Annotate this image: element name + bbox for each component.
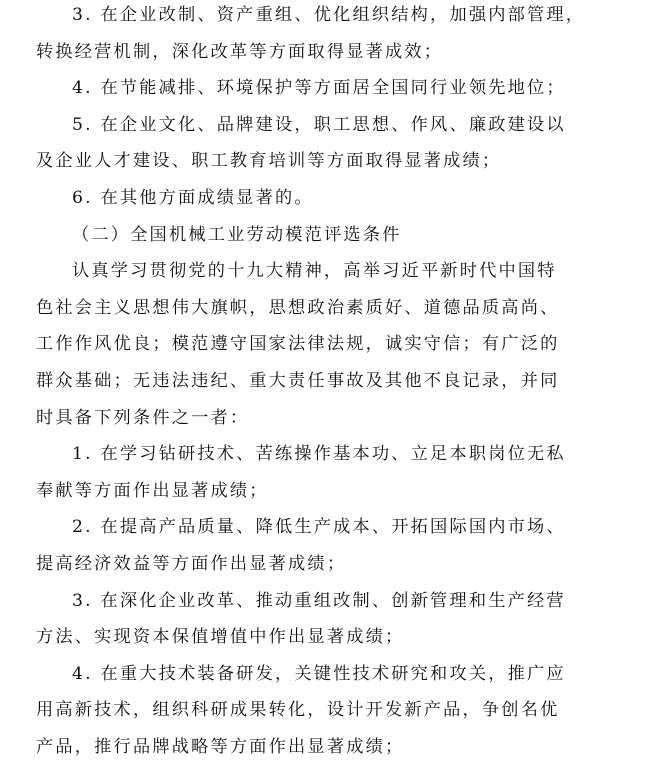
text-line: 群众基础；无违法违纪、重大责任事故及其他不良记录，并同	[36, 370, 560, 391]
text-line: 工作作风优良；模范遵守国家法律法规，诚实守信；有广泛的	[36, 334, 560, 355]
section-heading-text: （二）全国机械工业劳动模范评选条件	[72, 224, 402, 245]
text-line: 奉献等方面作出显著成绩；	[36, 480, 269, 501]
text-line: 用高新技术，组织科研成果转化，设计开发新产品，争创名优	[36, 700, 560, 721]
section-heading	[0, 217, 650, 254]
text-line: 1. 在学习钻研技术、苦练操作基本功、立足本职岗位无私	[72, 444, 566, 465]
paragraph-item6	[0, 180, 650, 217]
paragraph-item4	[0, 70, 650, 107]
text-line: 6. 在其他方面成绩显著的。	[72, 187, 314, 208]
text-line: 2. 在提高产品质量、降低生产成本、开拓国际国内市场、	[72, 517, 566, 538]
paragraph-s2-item1	[0, 436, 650, 509]
paragraph-item5	[0, 107, 650, 180]
text-line: 4. 在节能减排、环境保护等方面居全国同行业领先地位；	[72, 78, 566, 99]
text-line: 5. 在企业文化、品牌建设，职工思想、作风、廉政建设以	[72, 114, 566, 135]
text-line: 时具备下列条件之一者：	[36, 407, 250, 428]
text-line: 认真学习贯彻党的十九大精神，高举习近平新时代中国特	[72, 261, 557, 282]
paragraph-s2-item2	[0, 509, 650, 582]
text-line: 转换经营机制，深化改革等方面取得显著成效；	[36, 41, 444, 62]
paragraph-s2-item4	[0, 656, 650, 765]
text-line: 方法、实现资本保值增值中作出显著成绩；	[36, 627, 405, 648]
paragraph-item3	[0, 0, 650, 70]
paragraph-section2-intro	[0, 253, 650, 436]
paragraph-s2-item3	[0, 583, 650, 656]
text-line: 提高经济效益等方面作出显著成绩；	[36, 553, 347, 574]
text-line: 色社会主义思想伟大旗帜，思想政治素质好、道德品质高尚、	[36, 297, 560, 318]
text-line: 及企业人才建设、职工教育培训等方面取得显著成绩；	[36, 151, 502, 172]
text-line: 4. 在重大技术装备研发，关键性技术研究和攻关，推广应	[72, 663, 566, 684]
text-line: 3. 在企业改制、资产重组、优化组织结构，加强内部管理，	[72, 5, 586, 25]
text-line: 3. 在深化企业改革、推动重组改制、创新管理和生产经营	[72, 590, 566, 611]
text-line: 产品，推行品牌战略等方面作出显著成绩；	[36, 736, 405, 757]
